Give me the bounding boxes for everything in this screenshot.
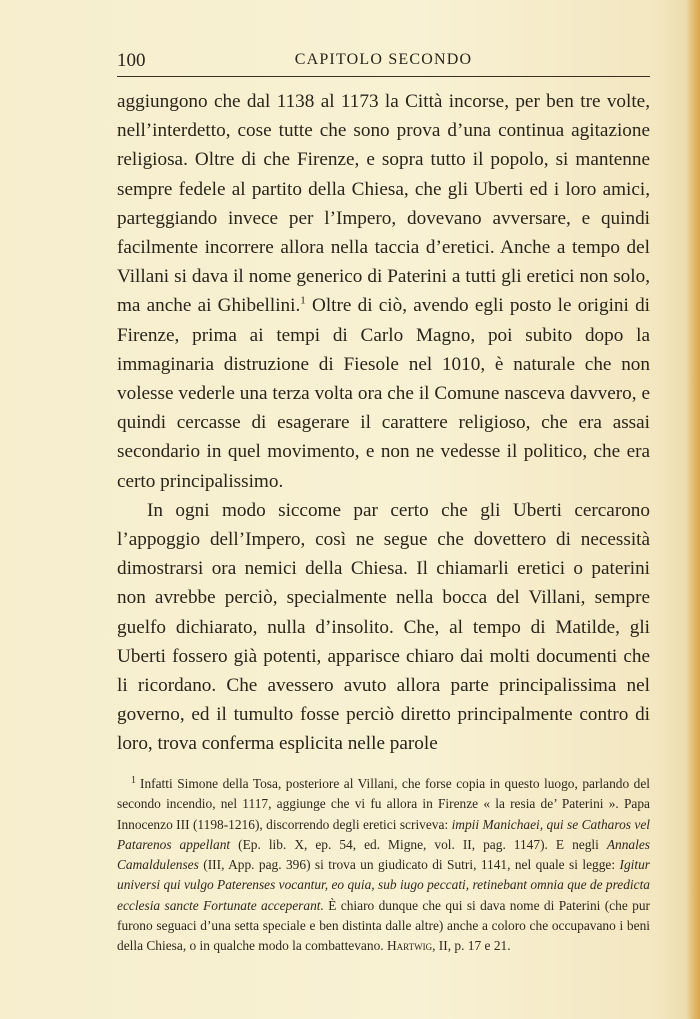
running-title: CAPITOLO SECONDO — [294, 51, 473, 68]
footnote-annales-title: Annales Camaldulenses — [117, 836, 650, 873]
footnote-text-4: È chiaro dunque che qui si dava nome di Paterini (che pur furono seguaci d’una setta speciale e ben distinta dalle altre) anche a coloro che occupavano i beni della Chiesa, o in qualche modo la combattevano. — [117, 897, 650, 954]
footnote-text-5: , II, p. 17 e 21. — [432, 938, 511, 954]
footnote-quote-innocenzo: impii Manichaei, qui se Catharos vel Patarenos appellant — [117, 816, 650, 852]
footnote-author-hartwig: Hartwig — [386, 938, 433, 954]
paragraph-1-part-b: Oltre di ciò, avendo egli posto le origini di Firenze, prima ai tempi di Carlo Magno, poi subito dopo la immaginaria distruzione di Fiesole nel 1010, è naturale che non volesse vederle una terza volta ora che il Comune nasceva davvero, e quindi cercasse di esagerare il carattere religioso, che era assai secondario in quel movimento, e non ne vedesse il politico, che era certo principalissimo. — [117, 295, 650, 492]
footnote-quote-sutri: Igitur universi qui vulgo Paterenses vocantur, eo quia, sub iugo peccati, retinebant omnia que de predicta ecclesia sancte Fortunate acceperant. — [117, 857, 650, 913]
page-number: 100 — [117, 50, 146, 71]
main-text — [117, 87, 650, 759]
paragraph-1 — [117, 87, 650, 496]
footnote — [117, 774, 650, 957]
footnote-text-2: (Ep. lib. X, ep. 54, ed. Migne, vol. II, pag. 1147). E negli — [230, 836, 607, 852]
page-edge-shading — [686, 0, 700, 1019]
paragraph-1-part-a: aggiungono che dal 1138 al 1173 la Città incorse, per ben tre volte, nell’interdetto, cose tutte che sono prova d’una continua agitazione religiosa. Oltre di che Firenze, e sopra tutto il popolo, si mantenne sempre fedele al partito della Chiesa, che gli Uberti ed i loro amici, parteggiando invece per l’Impero, dovevano avversare, e quindi facilmente incorrere allora nella taccia d’eretici. Anche a tempo del Villani si dava il nome generico di Paterini a tutti gli eretici non solo, ma anche ai Ghibellini. — [117, 91, 650, 317]
page-header — [117, 46, 650, 77]
footnote-number: 1 — [131, 774, 136, 786]
footnote-text-3: (III, App. pag. 396) si trova un giudicato di Sutri, 1141, nel quale si legge: — [198, 857, 620, 873]
footnote-reference[interactable]: 1 — [300, 295, 306, 308]
paragraph-2: In ogni modo siccome par certo che gli Uberti cercarono l’appoggio dell’Impero, così ne segue che dovettero di necessità dimostrarsi ora nemici della Chiesa. Il chiamarli eretici o paterini non avrebbe perciò, specialmente nella bocca del Villani, sempre guelfo dichiarato, nulla d’insolito. Che, al tempo di Matilde, gli Uberti fossero già potenti, apparisce chiaro dai molti documenti che li ricordano. Che avessero avuto allora parte principalissima nel governo, ed il tumulto fosse perciò diretto principalmente contro di loro, trova conferma esplicita nelle parole — [117, 499, 650, 755]
footnote-text-1: Infatti Simone della Tosa, posteriore al Villani, che forse copia in questo luogo, parlando del secondo incendio, nel 1117, aggiunge che vi fu allora in Firenze « la resia de’ Paterini ». Papa Innocenzo III (1198-1216), discorrendo degli eretici scriveva: — [117, 776, 650, 832]
